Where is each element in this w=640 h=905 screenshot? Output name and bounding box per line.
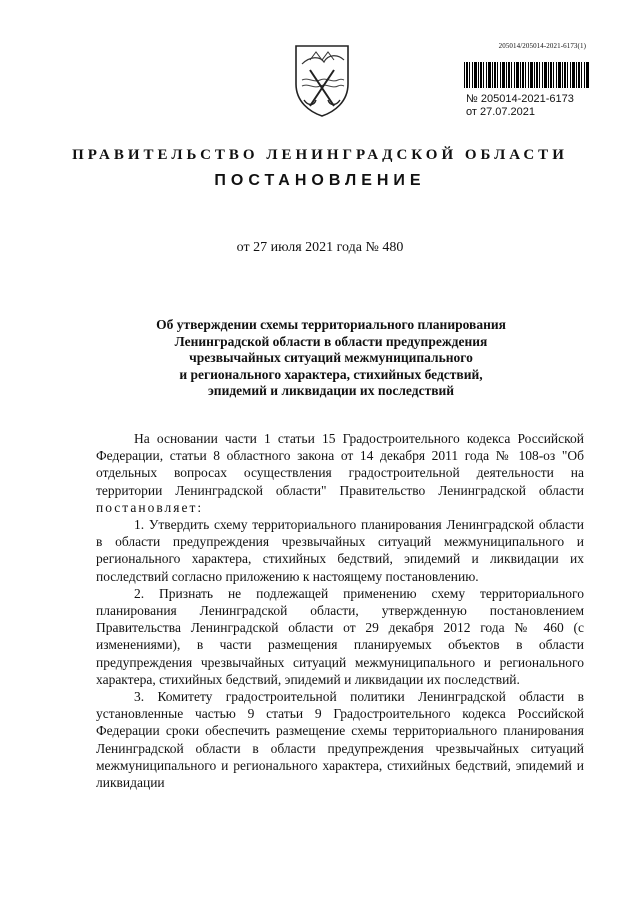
document-body	[96, 430, 584, 791]
preamble-text: На основании части 1 статьи 15 Градостроительного кодекса Российской Федерации, статьи 8 областного закона от 14 декабря 2011 года № 108-оз "Об отдельных вопросах осуществления градостроительной деятельности на территории Ленинградской области" Правительство Ленинградской области	[96, 431, 584, 498]
clause-2: 2. Признать не подлежащей применению схему территориального планирования Ленинградской области, утвержденную постановлением Правительства Ленинградской области от 29 декабря 2012 года № 460 (с изменениями), в части размещения планируемых объектов в области предупреждения чрезвычайных ситуаций межмуниципального и регионального характера, стихийных бедствий, эпидемий и ликвидации их последствий.	[96, 585, 584, 687]
heading-line: Ленинградской области в области предупреждения	[174, 333, 488, 349]
document-code: 205014/205014-2021-6173(1)	[498, 42, 586, 50]
document-date-number: от 27 июля 2021 года № 480	[236, 240, 404, 255]
heading-line: Об утверждении схемы территориального планирования	[156, 317, 506, 332]
document-type: ПОСТАНОВЛЕНИЕ	[214, 172, 426, 189]
leningrad-oblast-coat-of-arms-icon	[290, 40, 354, 118]
heading-line: чрезвычайных ситуаций межмуниципального	[189, 350, 473, 365]
government-title: ПРАВИТЕЛЬСТВО ЛЕНИНГРАДСКОЙ ОБЛАСТИ	[72, 147, 568, 163]
registration-number: № 205014-2021-6173	[466, 93, 574, 105]
barcode-icon	[464, 62, 590, 88]
clause-3: 3. Комитету градостроительной политики Ленинградской области в установленные частью 9 статьи 9 Градостроительного кодекса Российской Федерации сроки обеспечить размещение схемы территориального планирования Ленинградской области в области предупреждения чрезвычайных ситуаций межмуниципального и регионального характера, стихийных бедствий, эпидемий и ликвидации	[96, 689, 584, 791]
heading-line: эпидемий и ликвидации их последствий	[207, 383, 455, 398]
registration-date: от 27.07.2021	[466, 106, 536, 118]
clause-1: 1. Утвердить схему территориального планирования Ленинградской области в области предупреждения чрезвычайных ситуаций межмуниципального и регионального характера, стихийных бедствий, эпидемий и ликвидации их последствий согласно приложению к настоящему постановлению.	[96, 517, 584, 584]
document-heading	[96, 317, 566, 400]
preamble-paragraph	[96, 430, 584, 516]
decides-word: постановляет:	[96, 499, 204, 515]
heading-line: и регионального характера, стихийных бедствий,	[179, 366, 483, 382]
